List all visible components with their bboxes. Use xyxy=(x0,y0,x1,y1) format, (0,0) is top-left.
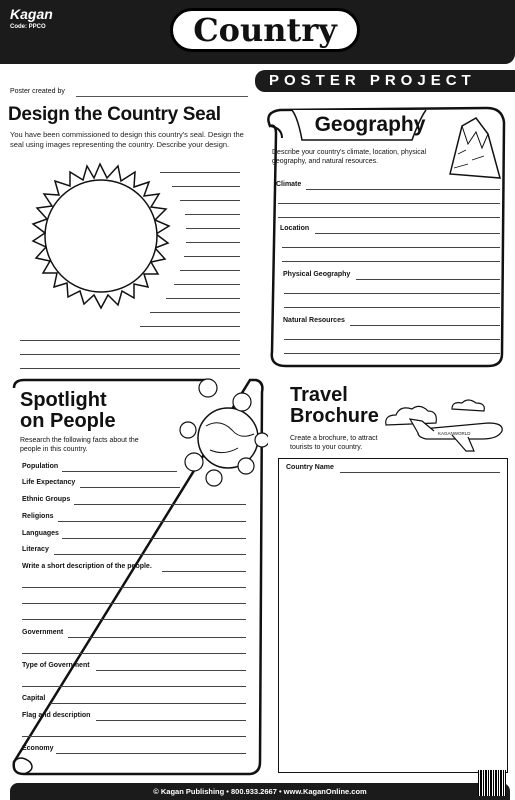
seal-line xyxy=(185,214,240,215)
seal-line xyxy=(180,270,240,271)
travel-title-line1: Travel xyxy=(290,384,348,406)
seal-line xyxy=(140,326,240,327)
travel-description: Create a brochure, to attract tourists to your country. xyxy=(290,435,378,451)
airplane-clouds-icon xyxy=(382,395,510,455)
people-line xyxy=(56,753,246,754)
kagan-logo: Kagan xyxy=(10,6,53,22)
people-line xyxy=(62,471,177,472)
people-line xyxy=(22,619,246,620)
people-field-type-of-government: Type of Government xyxy=(22,662,90,669)
seal-line xyxy=(20,354,240,355)
people-field-capital: Capital xyxy=(22,695,46,702)
seal-line xyxy=(166,298,240,299)
country-name-line xyxy=(340,472,500,473)
geo-field-location: Location xyxy=(280,225,310,232)
spotlight-title-line2: on People xyxy=(20,410,116,432)
geo-line xyxy=(356,279,500,280)
geo-field-climate: Climate xyxy=(276,181,302,188)
geo-line xyxy=(284,307,500,308)
created-by-line xyxy=(76,96,248,97)
people-line xyxy=(50,703,246,704)
people-line xyxy=(62,538,246,539)
people-line xyxy=(80,487,180,488)
seal-line xyxy=(172,186,240,187)
seal-line xyxy=(180,200,240,201)
page-title: Country xyxy=(170,8,360,52)
plane-text: KAGANWORLD xyxy=(438,431,471,436)
people-field-flag: Flag and description xyxy=(22,712,91,719)
people-field-population: Population xyxy=(22,463,59,470)
seal-line xyxy=(20,340,240,341)
geo-line xyxy=(306,189,500,190)
geography-scroll-frame xyxy=(262,104,512,369)
people-field-life-expectancy: Life Expectancy xyxy=(22,479,76,486)
people-field-literacy: Literacy xyxy=(22,546,49,553)
geography-title: Geography xyxy=(314,113,426,136)
geo-line xyxy=(278,203,500,204)
people-line xyxy=(22,653,246,654)
poster-project-banner: POSTER PROJECT xyxy=(255,70,515,92)
people-line xyxy=(22,686,246,687)
geo-line xyxy=(315,233,500,234)
seal-section-description: You have been commissioned to design this country's seal. Design the seal using images representing the country. Describe your design. xyxy=(10,130,244,149)
barcode xyxy=(478,770,506,796)
seal-line xyxy=(20,368,240,369)
people-field-languages: Languages xyxy=(22,530,59,537)
product-code: Code: PPCO xyxy=(10,24,46,30)
geo-line xyxy=(278,217,500,218)
seal-line xyxy=(160,172,240,173)
people-line xyxy=(74,504,246,505)
seal-line xyxy=(186,242,240,243)
people-line xyxy=(58,521,246,522)
geo-line xyxy=(350,325,500,326)
geo-field-physical-geography: Physical Geography xyxy=(283,271,351,278)
geo-line xyxy=(282,247,500,248)
footer-bar: © Kagan Publishing • 800.933.2667 • www.KaganOnline.com xyxy=(10,783,510,800)
people-line xyxy=(54,554,246,555)
geo-line xyxy=(284,293,500,294)
people-line xyxy=(22,587,246,588)
people-line xyxy=(162,571,246,572)
people-line xyxy=(96,720,246,721)
seal-line xyxy=(184,256,240,257)
country-name-label: Country Name xyxy=(286,464,334,471)
seal-line xyxy=(150,312,240,313)
people-field-religions: Religions xyxy=(22,513,54,520)
people-field-economy: Economy xyxy=(22,745,54,752)
geo-line xyxy=(284,339,500,340)
travel-title-line2: Brochure xyxy=(290,405,379,427)
people-line xyxy=(96,670,246,671)
seal-drawing-area xyxy=(10,160,190,335)
spotlight-title-line1: Spotlight xyxy=(20,389,107,411)
spotlight-title xyxy=(20,390,116,432)
geo-line xyxy=(282,261,500,262)
seal-section-title: Design the Country Seal xyxy=(8,104,221,125)
seal-line xyxy=(174,284,240,285)
travel-title xyxy=(290,385,379,427)
people-line xyxy=(22,603,246,604)
people-field-government: Government xyxy=(22,629,64,636)
people-line xyxy=(22,736,246,737)
geo-line xyxy=(284,353,500,354)
spotlight-description: Research the following facts about the people in this country. xyxy=(20,437,139,453)
seal-line xyxy=(186,228,240,229)
geo-field-natural-resources: Natural Resources xyxy=(283,317,345,324)
geography-description: Describe your country's climate, location, physical geography, and natural resources. xyxy=(272,149,427,165)
brochure-box xyxy=(278,458,508,773)
people-describe-label: Write a short description of the people. xyxy=(22,563,152,570)
people-line xyxy=(68,637,246,638)
seal-circle xyxy=(45,180,157,292)
created-by-label: Poster created by xyxy=(10,88,65,95)
people-field-ethnic-groups: Ethnic Groups xyxy=(22,496,71,503)
